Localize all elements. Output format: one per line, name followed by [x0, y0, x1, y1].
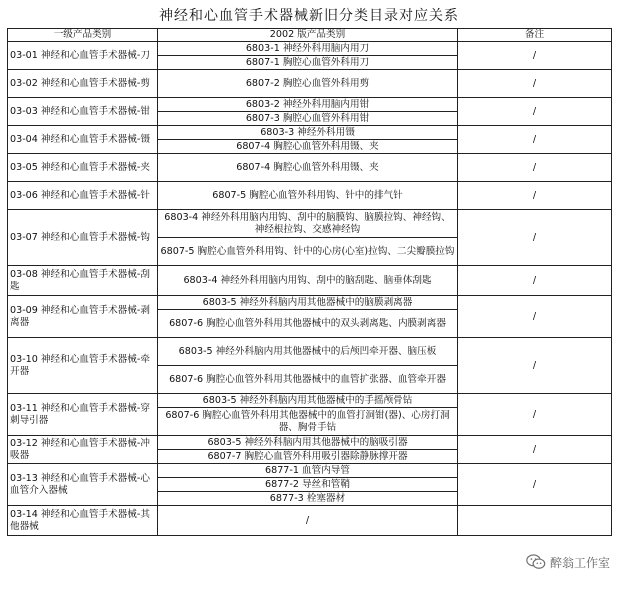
- v2002-category-cell: 6803-4 神经外科用脑内用钩、刮中的脑刮匙、脑垂体刮匙: [158, 266, 458, 296]
- remark-cell: /: [458, 182, 612, 210]
- table-row: [8, 506, 612, 536]
- remark-cell: /: [458, 70, 612, 98]
- level1-category-cell: 03-14 神经和心血管手术器械-其他器械: [8, 506, 158, 536]
- level1-category-cell: 03-02 神经和心血管手术器械-剪: [8, 70, 158, 98]
- v2002-category-cell: 6807-1 胸腔心血管外科用刀: [158, 56, 458, 70]
- v2002-category-cell: 6807-2 胸腔心血管外科用剪: [158, 70, 458, 98]
- remark-cell: /: [458, 42, 612, 70]
- wechat-icon: [526, 553, 546, 571]
- table-row: [8, 70, 612, 98]
- table-row: [8, 154, 612, 182]
- v2002-category-cell: 6807-5 胸腔心血管外科用钩、针中的心房(心室)拉钩、二尖瓣膜拉钩: [158, 238, 458, 266]
- remark-cell: /: [458, 154, 612, 182]
- remark-cell: /: [458, 126, 612, 154]
- v2002-category-cell: 6807-7 胸腔心血管外科用吸引器除静脉撑开器: [158, 450, 458, 464]
- v2002-category-cell: 6807-5 胸腔心血管外科用钩、针中的排气针: [158, 182, 458, 210]
- remark-cell: /: [458, 98, 612, 126]
- header-remark: 备注: [458, 29, 612, 42]
- table-row: [8, 394, 612, 408]
- table-row: [8, 436, 612, 450]
- level1-category-cell: 03-06 神经和心血管手术器械-针: [8, 182, 158, 210]
- v2002-category-cell: 6803-2 神经外科用脑内用钳: [158, 98, 458, 112]
- v2002-category-cell: 6803-5 神经外科脑内用其他器械中的脑膜剥离器: [158, 296, 458, 310]
- table-row: [8, 182, 612, 210]
- table-row: [8, 266, 612, 296]
- level1-category-cell: 03-09 神经和心血管手术器械-剥离器: [8, 296, 158, 338]
- remark-cell: /: [458, 210, 612, 266]
- level1-category-cell: 03-11 神经和心血管手术器械-穿刺导引器: [8, 394, 158, 436]
- v2002-category-cell: 6807-6 胸腔心血管外科用其他器械中的血管打洞钳(器)、心房打洞器、胸骨手钻: [158, 408, 458, 436]
- level1-category-cell: 03-04 神经和心血管手术器械-镊: [8, 126, 158, 154]
- level1-category-cell: 03-13 神经和心血管手术器械-心血管介入器械: [8, 464, 158, 506]
- remark-cell: /: [458, 436, 612, 464]
- level1-category-cell: 03-01 神经和心血管手术器械-刀: [8, 42, 158, 70]
- v2002-category-cell: 6803-5 神经外科脑内用其他器械中的后颅凹牵开器、脑压板: [158, 338, 458, 366]
- remark-cell: /: [458, 266, 612, 296]
- watermark: [526, 552, 610, 572]
- remark-cell: [458, 506, 612, 536]
- header-level1: 一级产品类别: [8, 29, 158, 42]
- v2002-category-cell: 6877-1 血管内导管: [158, 464, 458, 478]
- level1-category-cell: 03-10 神经和心血管手术器械-牵开器: [8, 338, 158, 394]
- level1-category-cell: 03-12 神经和心血管手术器械-冲吸器: [8, 436, 158, 464]
- v2002-category-cell: 6803-3 神经外科用镊: [158, 126, 458, 140]
- remark-cell: /: [458, 464, 612, 506]
- remark-cell: /: [458, 394, 612, 436]
- watermark-text: 醉翁工作室: [549, 555, 610, 570]
- table-row: [8, 98, 612, 112]
- v2002-category-cell: 6803-5 神经外科脑内用其他器械中的手摇颅骨钻: [158, 394, 458, 408]
- v2002-category-cell: /: [158, 506, 458, 536]
- table-row: [8, 126, 612, 140]
- v2002-category-cell: 6807-3 胸腔心血管外科用钳: [158, 112, 458, 126]
- page-title: 神经和心血管手术器械新旧分类目录对应关系: [159, 8, 459, 24]
- table-row: [8, 42, 612, 56]
- v2002-category-cell: 6807-4 胸腔心血管外科用镊、夹: [158, 154, 458, 182]
- v2002-category-cell: 6807-6 胸腔心血管外科用其他器械中的血管扩张器、血管牵开器: [158, 366, 458, 394]
- table-row: [8, 464, 612, 478]
- level1-category-cell: 03-08 神经和心血管手术器械-刮匙: [8, 266, 158, 296]
- v2002-category-cell: 6877-3 栓塞器材: [158, 492, 458, 506]
- table-row: [8, 210, 612, 238]
- header-2002: 2002 版产品类别: [158, 29, 458, 42]
- level1-category-cell: 03-05 神经和心血管手术器械-夹: [8, 154, 158, 182]
- v2002-category-cell: 6877-2 导丝和管鞘: [158, 478, 458, 492]
- level1-category-cell: 03-03 神经和心血管手术器械-钳: [8, 98, 158, 126]
- level1-category-cell: 03-07 神经和心血管手术器械-钩: [8, 210, 158, 266]
- v2002-category-cell: 6803-1 神经外科用脑内用刀: [158, 42, 458, 56]
- v2002-category-cell: 6807-6 胸腔心血管外科用其他器械中的双头剥离匙、内膜剥离器: [158, 310, 458, 338]
- table-row: [8, 296, 612, 310]
- remark-cell: /: [458, 296, 612, 338]
- table-header-row: [8, 29, 612, 42]
- v2002-category-cell: 6803-5 神经外科脑内用其他器械中的脑吸引器: [158, 436, 458, 450]
- category-mapping-table: [7, 28, 612, 536]
- v2002-category-cell: 6807-4 胸腔心血管外科用镊、夹: [158, 140, 458, 154]
- v2002-category-cell: 6803-4 神经外科用脑内用钩、刮中的脑膜钩、脑膜拉钩、神经钩、神经根拉钩、交感神经钩: [158, 210, 458, 238]
- table-row: [8, 338, 612, 366]
- remark-cell: /: [458, 338, 612, 394]
